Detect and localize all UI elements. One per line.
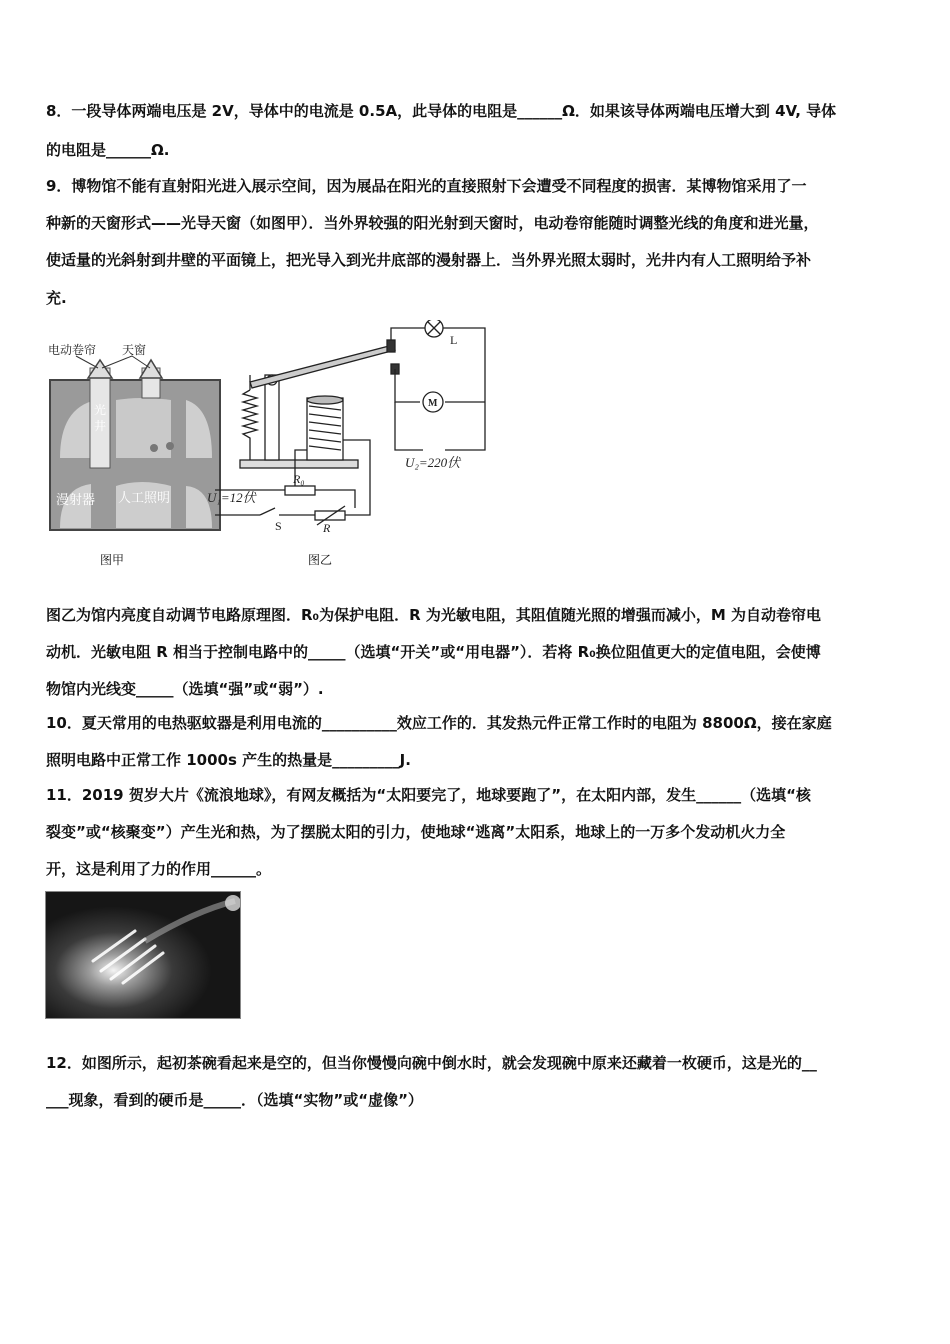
q10-line-1: 10．夏天常用的电热驱蚊器是利用电流的__________效应工作的．其发热元件正常工作时的电阻为 8800Ω，接在家庭 <box>46 714 832 732</box>
q9-line-3: 使适量的光斜射到井壁的平面镜上，把光导入到光井底部的漫射器上．当外界光照太弱时，光井内有人工照明给予补 <box>46 251 812 269</box>
caption-fig-a: 图甲 <box>100 553 125 567</box>
figure-skylight <box>46 338 226 538</box>
caption-fig-b: 图乙 <box>308 553 333 567</box>
q9-line-7: 物馆内光线变_____（选填“强”或“弱”）. <box>46 680 324 698</box>
label-r0: R₀ <box>293 472 305 486</box>
svg-text:井: 井 <box>94 419 107 433</box>
q8-line-2: 的电阻是______Ω. <box>46 141 170 159</box>
label-well: 光 <box>94 403 107 417</box>
q12-line-1: 12．如图所示，起初茶碗看起来是空的，但当你慢慢向碗中倒水时，就会发现碗中原来还藏着一枚硬币，这是光的__ <box>46 1054 817 1072</box>
q11-line-1: 11．2019 贺岁大片《流浪地球》，有网友概括为“太阳要完了，地球要跑了”，在太阳内部，发生______（选填“核 <box>46 786 811 804</box>
label-artificial-light: 人工照明 <box>118 491 171 506</box>
label-u1: U₁=12伏 <box>207 490 256 505</box>
q8-line-1: 8．一段导体两端电压是 2V，导体中的电流是 0.5A，此导体的电阻是______Ω．如果该导体两端电压增大到 4V, 导体 <box>46 102 837 120</box>
q9-line-2: 种新的天窗形式——光导天窗（如图甲）．当外界较强的阳光射到天窗时，电动卷帘能随时调整光线的角度和进光量， <box>46 214 819 232</box>
label-lamp: L <box>450 333 458 347</box>
label-curtain: 电动卷帘 <box>48 343 97 357</box>
figure-circuit <box>205 320 505 542</box>
q9-line-1: 9．博物馆不能有直射阳光进入展示空间，因为展品在阳光的直接照射下会遭受不同程度的损害．某博物馆采用了一 <box>46 177 807 195</box>
label-u2: U₂=220伏 <box>405 455 461 470</box>
q12-line-2: ___现象，看到的硬币是_____．（选填“实物”或“虚像”） <box>46 1091 423 1109</box>
label-photoresistor: R <box>323 521 331 535</box>
q10-line-2: 照明电路中正常工作 1000s 产生的热量是_________J. <box>46 751 411 769</box>
q11-line-3: 开，这是利用了力的作用______。 <box>46 860 272 878</box>
label-motor: M <box>428 398 438 409</box>
label-switch: S <box>275 519 282 533</box>
q9-line-5: 图乙为馆内亮度自动调节电路原理图．R₀为保护电阻．R 为光敏电阻，其阻值随光照的增强而减小，M 为自动卷帘电 <box>46 606 822 624</box>
q11-line-2: 裂变”或“核聚变”）产生光和热，为了摆脱太阳的引力，使地球“逃离”太阳系，地球上的一万多个发动机火力全 <box>46 823 786 841</box>
label-diffuser: 漫射器 <box>56 493 96 508</box>
label-skylight: 天窗 <box>122 343 147 357</box>
photo-wandering-earth <box>45 891 241 1019</box>
q9-line-4: 充. <box>46 289 67 307</box>
q9-line-6: 动机．光敏电阻 R 相当于控制电路中的_____（选填“开关”或“用电器”）．若将 R₀换位阻值更大的定值电阻，会使博 <box>46 643 821 661</box>
